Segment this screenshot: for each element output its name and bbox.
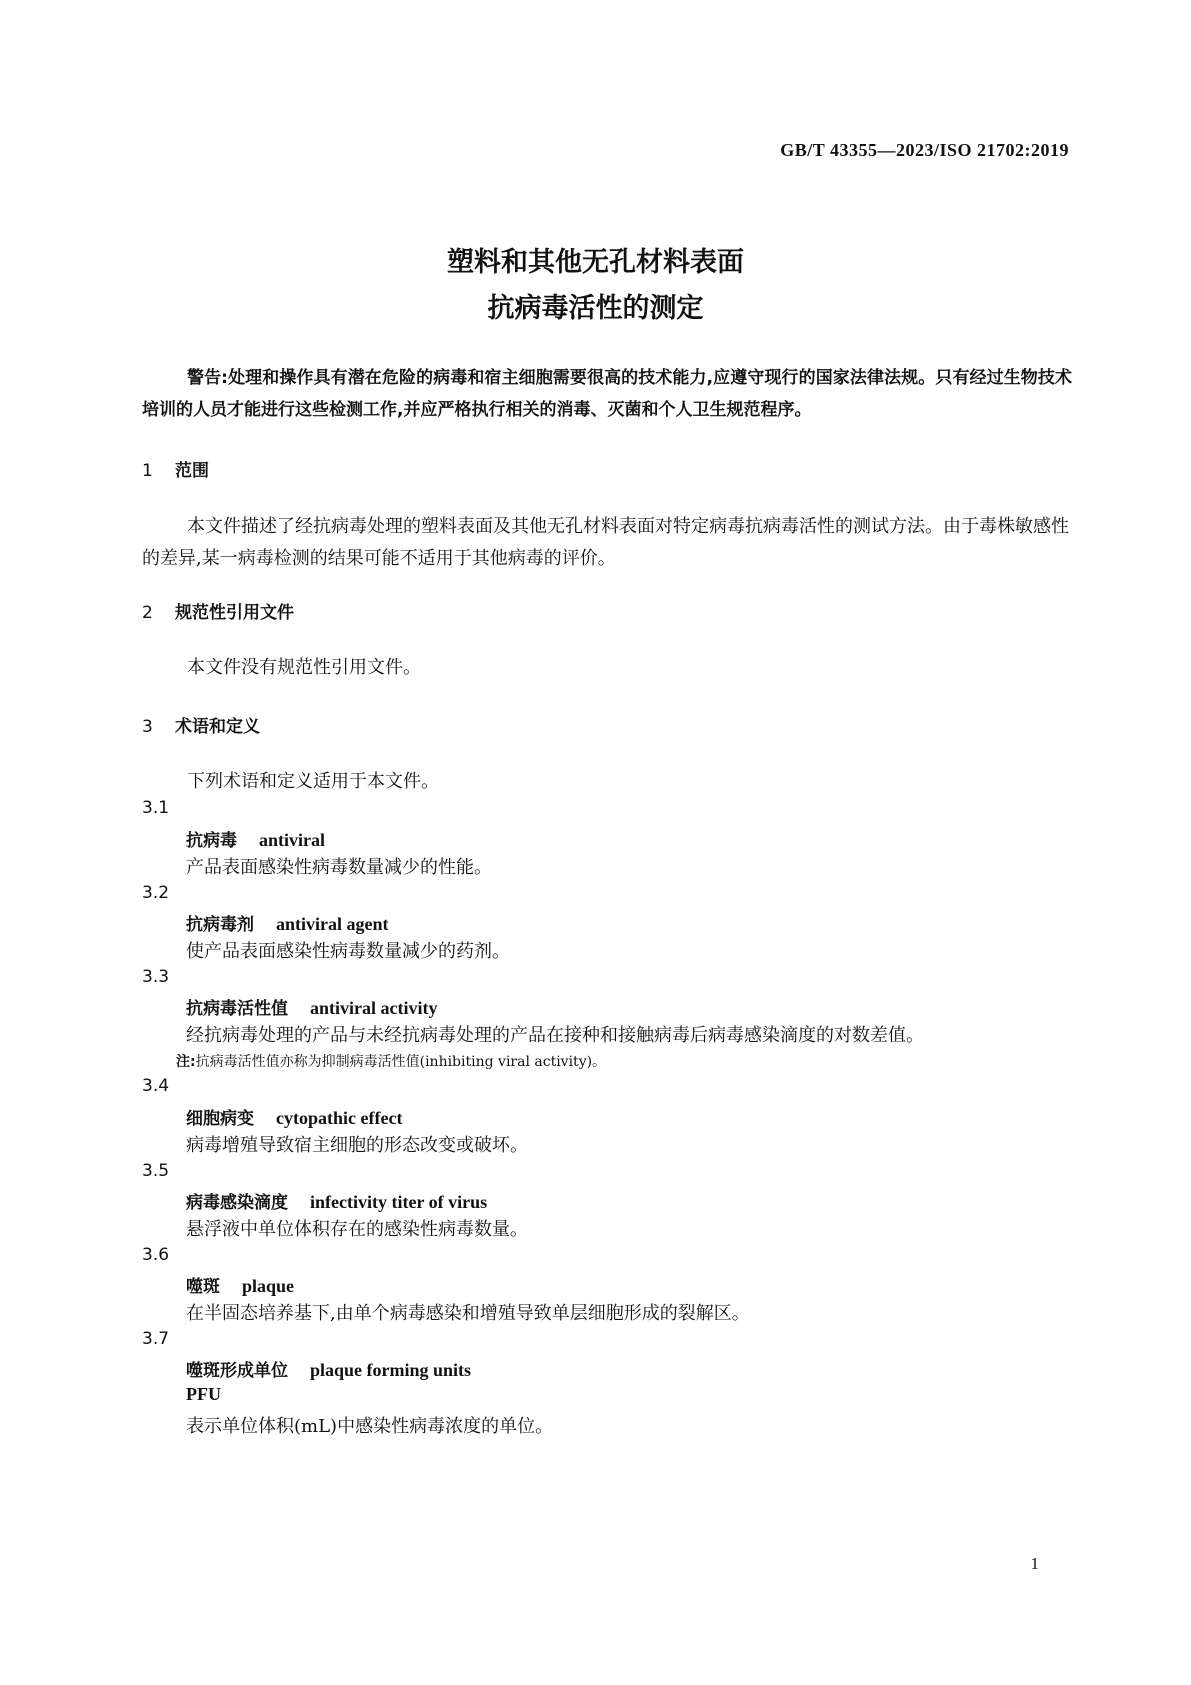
title-line-1: 塑料和其他无孔材料表面 <box>447 247 744 278</box>
document-title <box>0 240 1191 332</box>
term-entry <box>186 1188 487 1213</box>
term-definition: 悬浮液中单位体积存在的感染性病毒数量。 <box>186 1219 528 1240</box>
page-number: 1 <box>1030 1554 1039 1573</box>
section-title: 术语和定义 <box>175 717 260 737</box>
term-chinese: 噬斑 <box>186 1277 220 1297</box>
note-text: 抗病毒活性值亦称为抑制病毒活性值(inhibiting viral activity)。 <box>195 1054 607 1070</box>
term-english: cytopathic effect <box>276 1108 403 1128</box>
term-definition: 经抗病毒处理的产品与未经抗病毒处理的产品在接种和接触病毒后病毒感染滴度的对数差值。 <box>186 1025 924 1046</box>
term-note <box>176 1051 606 1071</box>
term-chinese: 病毒感染滴度 <box>186 1193 288 1213</box>
term-definition: 表示单位体积(mL)中感染性病毒浓度的单位。 <box>186 1416 554 1437</box>
section-title: 范围 <box>175 461 209 481</box>
term-definition: 使产品表面感染性病毒数量减少的药剂。 <box>186 941 510 962</box>
term-number: 3.2 <box>142 883 170 903</box>
term-chinese: 抗病毒活性值 <box>186 999 288 1019</box>
warning-paragraph: 警告:处理和操作具有潜在危险的病毒和宿主细胞需要很高的技术能力,应遵守现行的国家法律法规。只有经过生物技术培训的人员才能进行这些检测工作,并应严格执行相关的消毒、灭菌和个人卫生规范程序。 <box>142 368 1072 420</box>
term-number: 3.6 <box>142 1245 170 1265</box>
section-heading-normative-references <box>142 598 294 623</box>
term-entry <box>186 994 437 1019</box>
term-english: antiviral <box>259 830 325 850</box>
term-english: antiviral agent <box>276 914 389 934</box>
term-definition: 产品表面感染性病毒数量减少的性能。 <box>186 857 492 878</box>
term-chinese: 抗病毒剂 <box>186 915 254 935</box>
term-english: infectivity titer of virus <box>310 1192 488 1212</box>
standard-code: GB/T 43355—2023/ISO 21702:2019 <box>780 140 1069 160</box>
term-chinese: 抗病毒 <box>186 831 237 851</box>
section-heading-terms <box>142 712 260 737</box>
term-english: plaque <box>242 1276 295 1296</box>
term-number: 3.5 <box>142 1161 170 1181</box>
term-english: plaque forming units <box>310 1360 472 1380</box>
section-number: 2 <box>142 603 153 623</box>
term-definition: 在半固态培养基下,由单个病毒感染和增殖导致单层细胞形成的裂解区。 <box>186 1303 750 1324</box>
term-entry <box>186 826 325 851</box>
section-title: 规范性引用文件 <box>175 603 294 623</box>
scope-paragraph: 本文件描述了经抗病毒处理的塑料表面及其他无孔材料表面对特定病毒抗病毒活性的测试方法。由于毒株敏感性的差异,某一病毒检测的结果可能不适用于其他病毒的评价。 <box>142 516 1069 569</box>
term-abbreviation: PFU <box>186 1384 221 1404</box>
term-english: antiviral activity <box>310 998 438 1018</box>
section-heading-scope <box>142 456 209 481</box>
section-number: 1 <box>142 461 153 481</box>
term-number: 3.3 <box>142 967 170 987</box>
term-entry <box>186 1104 402 1129</box>
title-line-2: 抗病毒活性的测定 <box>487 293 704 324</box>
normative-references-paragraph: 本文件没有规范性引用文件。 <box>187 657 421 678</box>
term-definition: 病毒增殖导致宿主细胞的形态改变或破坏。 <box>186 1135 528 1156</box>
term-entry <box>186 1272 294 1297</box>
section-number: 3 <box>142 717 153 737</box>
terms-intro-paragraph: 下列术语和定义适用于本文件。 <box>187 771 439 792</box>
term-chinese: 细胞病变 <box>186 1109 254 1129</box>
term-number: 3.1 <box>142 798 170 818</box>
term-number: 3.4 <box>142 1076 170 1096</box>
term-number: 3.7 <box>142 1329 170 1349</box>
note-label: 注: <box>176 1054 196 1070</box>
term-entry <box>186 1356 471 1381</box>
term-chinese: 噬斑形成单位 <box>186 1361 288 1381</box>
term-entry <box>186 910 389 935</box>
